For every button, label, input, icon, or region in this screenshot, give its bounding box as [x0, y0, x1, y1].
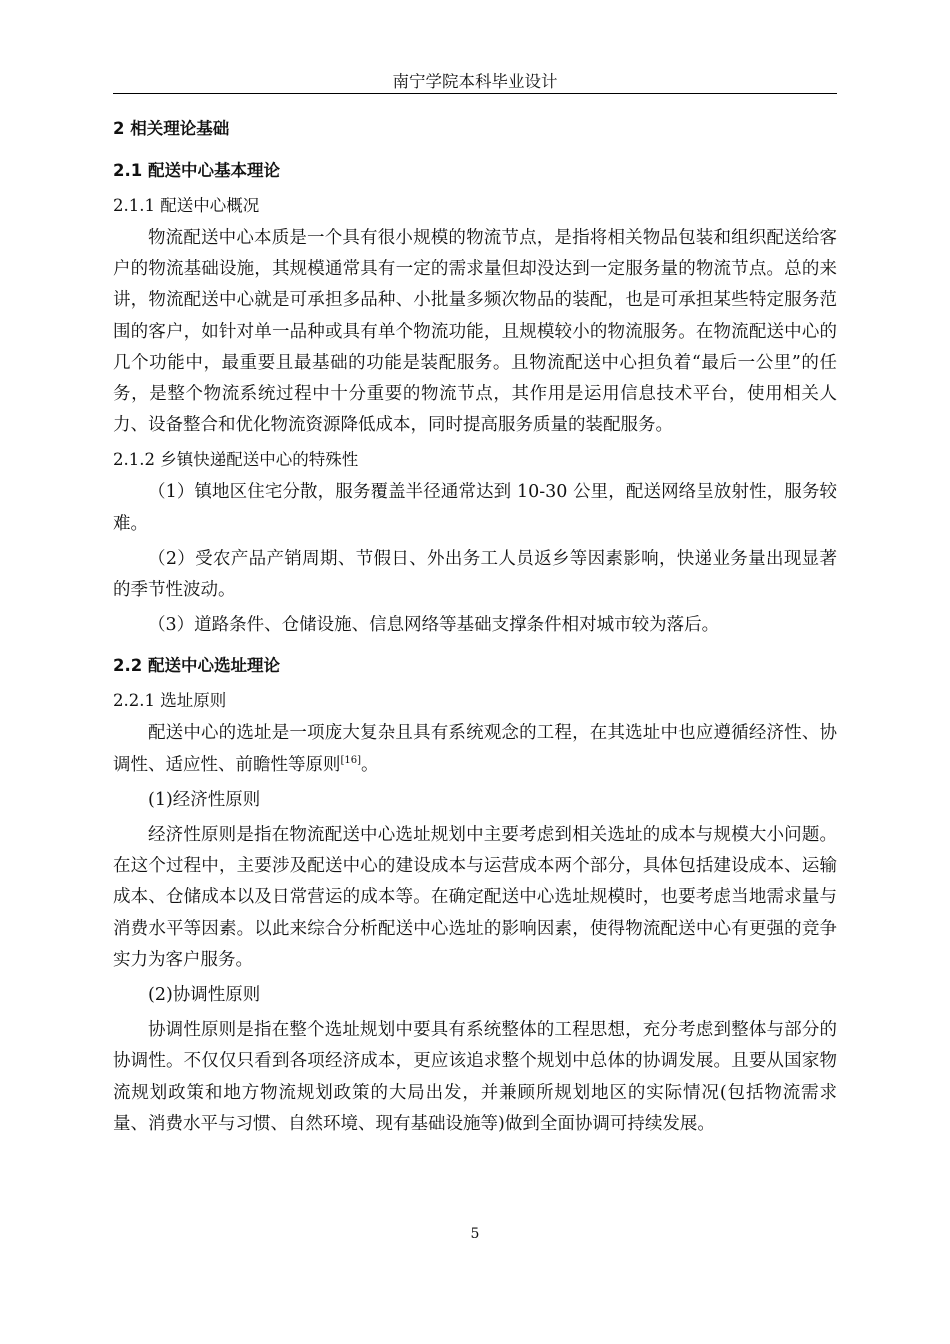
economic-principle-title: (1)经济性原则 [148, 789, 261, 810]
page-header: 南宁学院本科毕业设计 [392, 72, 558, 91]
header-rule [113, 93, 837, 94]
chapter-title: 2 相关理论基础 [113, 119, 230, 138]
subsection-2-1-1-title: 2.1.1 配送中心概况 [113, 196, 260, 215]
list-item-3: （3）道路条件、仓储设施、信息网络等基础支撑条件相对城市较为落后。 [148, 615, 720, 636]
paragraph-principles-intro [113, 718, 837, 780]
intro-text: 配送中心的选址是一项庞大复杂且具有系统观念的工程，在其选址中也应遵循经济性、协调性、适应性、前瞻性等原则 [113, 723, 837, 775]
citation-ref: [16] [340, 754, 362, 766]
paragraph-overview: 物流配送中心本质是一个具有很小规模的物流节点，是指将相关物品包装和组织配送给客户的物流基础设施，其规模通常具有一定的需求量但却没达到一定服务量的物流节点。总的来讲，物流配送中心就是可承担多品种、小批量多频次物品的装配，也是可承担某些特定服务范围的客户，如针对单一品种或具有单个物流功能，且规模较小的物流服务。在物流配送中心的几个功能中，最重要且最基础的功能是装配服务。且物流配送中心担负着“最后一公里”的任务，是整个物流系统过程中十分重要的物流节点，其作用是运用信息技术平台，使用相关人力、设备整合和优化物流资源降低成本，同时提高服务质量的装配服务。 [113, 228, 837, 436]
paragraph-coordination-principle: 协调性原则是指在整个选址规划中要具有系统整体的工程思想，充分考虑到整体与部分的协调性。不仅仅只看到各项经济成本，更应该追求整个规划中总体的协调发展。且要从国家物流规划政策和地方物流规划政策的大局出发，并兼顾所规划地区的实际情况(包括物流需求量、消费水平与习惯、自然环境、现有基础设施等)做到全面协调可持续发展。 [113, 1020, 837, 1134]
section-2-1-title: 2.1 配送中心基本理论 [113, 161, 280, 180]
paragraph-economic-principle: 经济性原则是指在物流配送中心选址规划中主要考虑到相关选址的成本与规模大小问题。在这个过程中，主要涉及配送中心的建设成本与运营成本两个部分，具体包括建设成本、运输成本、仓储成本以及日常营运的成本等。在确定配送中心选址规模时，也要考虑当地需求量与消费水平等因素。以此来综合分析配送中心选址的影响因素，使得物流配送中心有更强的竞争实力为客户服务。 [113, 825, 837, 970]
page-number: 5 [470, 1226, 480, 1242]
subsection-2-1-2-title: 2.1.2 乡镇快递配送中心的特殊性 [113, 450, 359, 470]
section-2-2-title: 2.2 配送中心选址理论 [113, 656, 280, 676]
page-content [113, 114, 837, 1144]
intro-end: 。 [361, 754, 379, 775]
list-item-2: （2）受农产品产销周期、节假日、外出务工人员返乡等因素影响，快递业务量出现显著的季节性波动。 [113, 548, 837, 601]
list-item-1: （1）镇地区住宅分散，服务覆盖半径通常达到 10-30 公里，配送网络呈放射性，服务较难。 [113, 482, 837, 534]
subsection-2-2-1-title: 2.2.1 选址原则 [113, 691, 227, 711]
coordination-principle-title: (2)协调性原则 [148, 985, 261, 1006]
